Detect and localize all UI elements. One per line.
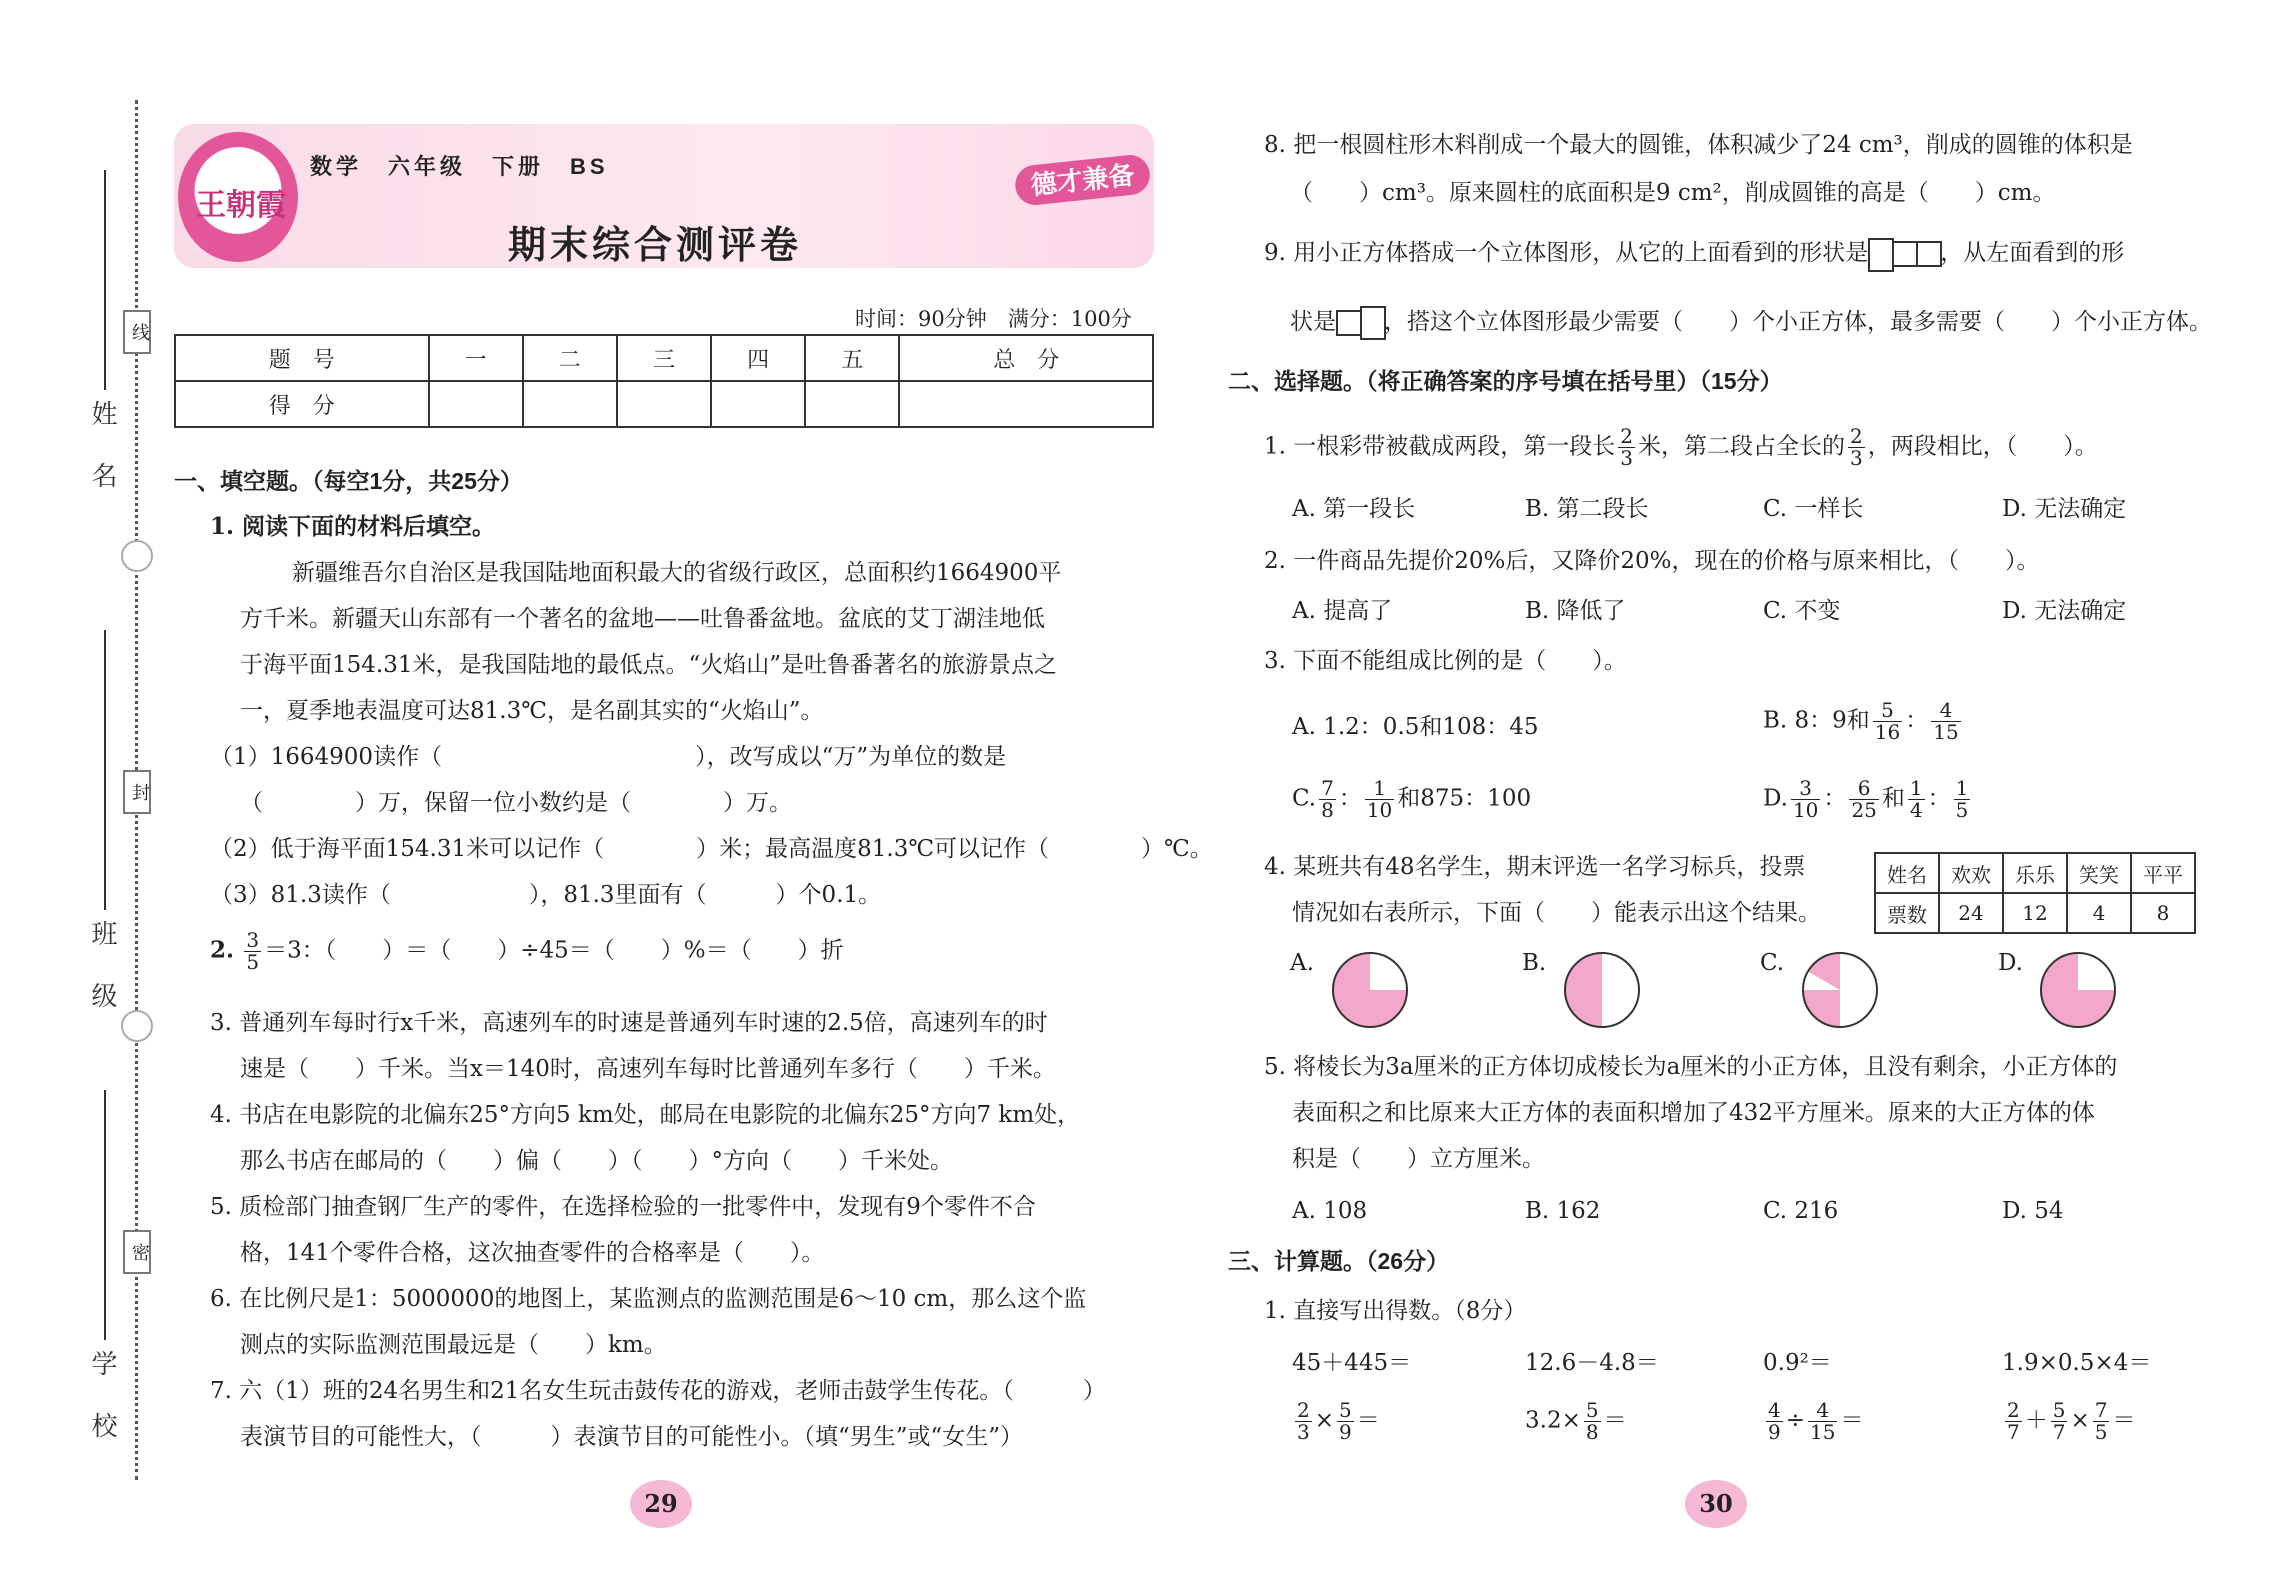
equals: ＝ bbox=[1840, 1407, 1864, 1434]
denominator: 9 bbox=[1339, 1420, 1352, 1444]
section-3-title: 三、计算题。（26分） bbox=[1228, 1248, 1450, 1274]
choice-option[interactable] bbox=[1763, 778, 1973, 821]
pie-chart-b[interactable] bbox=[1564, 952, 1640, 1028]
question-9-text: ，从左面看到的形 bbox=[1940, 240, 2125, 266]
pie-option-label[interactable]: A. bbox=[1290, 950, 1314, 976]
score-cell: 得 分 bbox=[175, 381, 429, 427]
choice-2: 2. 一件商品先提价20%后，又降价20%，现在的价格与原来相比，（ ）。 bbox=[1264, 548, 2040, 574]
fraction bbox=[1954, 778, 1971, 821]
option-text: ： bbox=[1927, 785, 1951, 812]
denominator: 4 bbox=[1909, 798, 1923, 822]
choice-5: 5. 将棱长为3a厘米的正方体切成棱长为a厘米的小正方体，且没有剩余，小正方体的 bbox=[1264, 1054, 2118, 1080]
calc-item bbox=[1763, 1400, 1863, 1443]
choice-option[interactable]: B. 降低了 bbox=[1525, 598, 1626, 624]
score-cell: 五 bbox=[805, 335, 899, 381]
calc-item bbox=[1525, 1400, 1627, 1443]
denominator: 5 bbox=[246, 950, 260, 974]
fraction bbox=[2005, 1400, 2022, 1443]
option-text: 和875：100 bbox=[1397, 785, 1532, 812]
choice-4: 4. 某班共有48名学生，期末评选一名学习标兵，投票 bbox=[1264, 854, 1806, 880]
question-2-number: 2. bbox=[210, 936, 235, 964]
top-view-shape bbox=[1868, 240, 1940, 266]
score-input-cell[interactable] bbox=[805, 381, 899, 427]
vote-cell: 欢欢 bbox=[1939, 853, 2003, 893]
pie-chart-c[interactable] bbox=[1802, 952, 1878, 1028]
brand-logo-text: 王朝霞 bbox=[196, 189, 286, 222]
denominator: 16 bbox=[1874, 720, 1901, 744]
denominator: 9 bbox=[1768, 1420, 1781, 1444]
fraction bbox=[1908, 778, 1925, 821]
operator: × bbox=[2070, 1407, 2090, 1434]
denominator: 5 bbox=[2094, 1420, 2108, 1444]
calc-item: 12.6－4.8＝ bbox=[1525, 1350, 1659, 1376]
choice-1-text: 米，第二段占全长的 bbox=[1638, 433, 1845, 460]
view-square bbox=[1336, 310, 1362, 336]
question-4: 4. 书店在电影院的北偏东25°方向5 km处，邮局在电影院的北偏东25°方向7 km处， bbox=[210, 1102, 1081, 1128]
pie-option-label[interactable]: B. bbox=[1522, 950, 1547, 976]
question-6: 6. 在比例尺是1：5000000的地图上，某监测点的监测范围是6～10 cm，那么这个监 bbox=[210, 1286, 1087, 1312]
operator: ÷ bbox=[1785, 1407, 1806, 1434]
denominator: 25 bbox=[1851, 798, 1877, 822]
option-text: B. 8：9和 bbox=[1763, 707, 1870, 734]
time-info: 时间：90分钟 满分：100分 bbox=[855, 307, 1132, 331]
fraction bbox=[1337, 1400, 1354, 1443]
vote-cell: 24 bbox=[1939, 893, 2003, 933]
fraction bbox=[1849, 778, 1878, 821]
question-9-text: 9. 用小正方体搭成一个立体图形，从它的上面看到的形状是 bbox=[1264, 240, 1869, 266]
calc-text: 3.2× bbox=[1525, 1407, 1581, 1434]
name-blank bbox=[104, 170, 106, 390]
score-input-cell[interactable] bbox=[429, 381, 523, 427]
vote-cell: 票数 bbox=[1875, 893, 1939, 933]
vote-cell: 平平 bbox=[2131, 853, 2195, 893]
option-text: ： bbox=[1905, 707, 1929, 734]
score-table-score-row bbox=[175, 381, 1153, 427]
passage-line: 方千米。新疆天山东部有一个著名的盆地——吐鲁番盆地。盆底的艾丁湖洼地低 bbox=[240, 606, 1045, 632]
vote-cell: 笑笑 bbox=[2067, 853, 2131, 893]
numerator: 4 bbox=[1768, 1398, 1781, 1422]
option-text: ： bbox=[1338, 785, 1362, 812]
operator: ＋ bbox=[2024, 1407, 2048, 1434]
numerator: 4 bbox=[1808, 1400, 1837, 1422]
subject-info: 数学 六年级 下册 BS bbox=[310, 154, 609, 179]
question-9 bbox=[1264, 238, 2124, 272]
denominator: 10 bbox=[1366, 798, 1393, 822]
question-9-cont bbox=[1290, 306, 2212, 340]
vote-cell: 12 bbox=[2003, 893, 2067, 933]
vote-cell: 8 bbox=[2131, 893, 2195, 933]
motto-badge: 德才兼备 bbox=[1013, 153, 1151, 207]
numerator: 2 bbox=[1297, 1398, 1310, 1422]
school-blank bbox=[104, 1090, 106, 1340]
denominator: 15 bbox=[1810, 1420, 1836, 1444]
choice-option[interactable]: A. 1.2：0.5和108：45 bbox=[1292, 714, 1539, 740]
denominator: 15 bbox=[1933, 720, 1959, 744]
fraction bbox=[1873, 700, 1902, 743]
choice-1-text: ，两段相比，（ ）。 bbox=[1867, 433, 2098, 460]
denominator: 3 bbox=[1850, 446, 1863, 470]
calc-item bbox=[1292, 1400, 1380, 1443]
numerator: 2 bbox=[1850, 424, 1863, 448]
numerator: 4 bbox=[1931, 700, 1960, 722]
denominator: 10 bbox=[1792, 798, 1819, 822]
score-cell: 四 bbox=[711, 335, 805, 381]
left-view-shape bbox=[1336, 309, 1384, 335]
choice-4-cont: 情况如右表所示，下面（ ）能表示出这个结果。 bbox=[1292, 900, 1821, 926]
choice-option[interactable]: D. 无法确定 bbox=[2002, 496, 2127, 522]
binding-mark-line: 线 bbox=[123, 310, 151, 354]
choice-option[interactable]: B. 第二段长 bbox=[1525, 496, 1649, 522]
section-2-title: 二、选择题。（将正确答案的序号填在括号里）（15分） bbox=[1228, 368, 1783, 394]
view-square bbox=[1360, 306, 1386, 340]
binding-hole-icon bbox=[121, 1010, 153, 1042]
equals: ＝ bbox=[1603, 1407, 1627, 1434]
choice-1-text: 1. 一根彩带被截成两段，第一段长 bbox=[1264, 433, 1616, 460]
numerator: 2 bbox=[1620, 424, 1633, 448]
pie-chart-d[interactable] bbox=[2040, 952, 2116, 1028]
section-1-title: 一、填空题。（每空1分，共25分） bbox=[174, 468, 523, 494]
fraction bbox=[2093, 1400, 2110, 1443]
fraction bbox=[1618, 426, 1635, 469]
sub-question-1: （1）1664900读作（ ），改写成以“万”为单位的数是 bbox=[210, 744, 1007, 770]
view-square bbox=[1892, 241, 1918, 267]
vote-cell: 4 bbox=[2067, 893, 2131, 933]
numerator: 5 bbox=[1339, 1398, 1352, 1422]
denominator: 8 bbox=[1321, 798, 1334, 822]
vote-header-row bbox=[1875, 853, 2195, 893]
numerator: 6 bbox=[1849, 778, 1878, 800]
fraction bbox=[1848, 426, 1865, 469]
numerator: 7 bbox=[1321, 776, 1334, 800]
denominator: 3 bbox=[1620, 446, 1633, 470]
option-text: 和 bbox=[1881, 785, 1905, 812]
page-title: 期末综合测评卷 bbox=[508, 225, 803, 267]
score-cell: 三 bbox=[617, 335, 711, 381]
view-square bbox=[1916, 241, 1942, 267]
fraction bbox=[1365, 778, 1394, 821]
question-7: 7. 六（1）班的24名男生和21名女生玩击鼓传花的游戏，老师击鼓学生传花。（ ） bbox=[210, 1378, 1106, 1404]
numerator: 7 bbox=[2094, 1398, 2108, 1422]
fraction bbox=[2051, 1400, 2068, 1443]
fraction bbox=[1766, 1400, 1783, 1443]
score-input-cell[interactable] bbox=[523, 381, 617, 427]
option-text: D. bbox=[1763, 785, 1788, 812]
fraction bbox=[1319, 778, 1336, 821]
pie-option-label[interactable]: D. bbox=[1998, 950, 2023, 976]
calc-item bbox=[2002, 1400, 2135, 1443]
view-square bbox=[1868, 238, 1894, 272]
option-text: C. bbox=[1292, 785, 1317, 812]
class-label: 班 级 bbox=[87, 920, 117, 1023]
question-9-text: 状是 bbox=[1290, 309, 1336, 335]
numerator: 2 bbox=[2007, 1398, 2020, 1422]
passage-line: 新疆维吾尔自治区是我国陆地面积最大的省级行政区，总面积约1664900平 bbox=[292, 560, 1062, 586]
score-input-cell[interactable] bbox=[711, 381, 805, 427]
page-number-left: 29 bbox=[630, 1480, 692, 1528]
numerator: 1 bbox=[1365, 778, 1394, 800]
pie-chart-a[interactable] bbox=[1332, 952, 1408, 1028]
passage-line: 于海平面154.31米，是我国陆地的最低点。“火焰山”是吐鲁番著名的旅游景点之 bbox=[240, 652, 1057, 678]
score-cell: 一 bbox=[429, 335, 523, 381]
binding-mark-tight: 密 bbox=[123, 1230, 151, 1274]
option-text: ： bbox=[1823, 785, 1847, 812]
numerator: 3 bbox=[246, 928, 260, 952]
numerator: 5 bbox=[1873, 700, 1902, 722]
fraction bbox=[244, 930, 261, 973]
choice-option[interactable]: B. 162 bbox=[1525, 1198, 1601, 1224]
score-input-cell[interactable] bbox=[617, 381, 711, 427]
name-label: 姓 名 bbox=[87, 400, 117, 503]
score-cell: 题 号 bbox=[175, 335, 429, 381]
score-cell: 总 分 bbox=[899, 335, 1153, 381]
denominator: 5 bbox=[1955, 798, 1969, 822]
choice-option[interactable] bbox=[1292, 778, 1531, 821]
choice-option[interactable]: C. 一样长 bbox=[1763, 496, 1864, 522]
question-3: 3. 普通列车每时行x千米，高速列车的时速是普通列车时速的2.5倍，高速列车的时 bbox=[210, 1010, 1048, 1036]
fraction bbox=[1295, 1400, 1312, 1443]
denominator: 3 bbox=[1297, 1420, 1310, 1444]
choice-5-cont: 表面积之和比原来大正方体的表面积增加了432平方厘米。原来的大正方体的体 bbox=[1292, 1100, 2095, 1126]
vote-cell: 乐乐 bbox=[2003, 853, 2067, 893]
fraction bbox=[1584, 1400, 1601, 1443]
calc-1: 1. 直接写出得数。（8分） bbox=[1264, 1298, 1527, 1324]
equals: ＝ bbox=[2112, 1407, 2136, 1434]
numerator: 1 bbox=[1909, 776, 1923, 800]
choice-option[interactable]: D. 54 bbox=[2002, 1198, 2064, 1224]
pie-option-label[interactable]: C. bbox=[1760, 950, 1785, 976]
numerator: 5 bbox=[2052, 1398, 2066, 1422]
question-8-cont: （ ）cm³。原来圆柱的底面积是9 cm²，削成圆锥的高是（ ）cm。 bbox=[1290, 180, 2056, 206]
vote-count-row bbox=[1875, 893, 2195, 933]
question-8: 8. 把一根圆柱形木料削成一个最大的圆锥，体积减少了24 cm³，削成的圆锥的体积是 bbox=[1264, 132, 2133, 158]
denominator: 7 bbox=[2007, 1420, 2020, 1444]
question-7-cont: 表演节目的可能性大，（ ）表演节目的可能性小。（填“男生”或“女生”） bbox=[240, 1424, 1024, 1450]
question-2 bbox=[210, 930, 844, 973]
binding-mark-seal: 封 bbox=[123, 770, 151, 814]
fraction bbox=[1931, 700, 1960, 743]
question-9-text: ，搭这个立体图形最少需要（ ）个小正方体，最多需要（ ）个小正方体。 bbox=[1384, 309, 2212, 335]
question-1: 1. 阅读下面的材料后填空。 bbox=[210, 513, 496, 540]
page-number-right: 30 bbox=[1685, 1480, 1747, 1528]
vote-table bbox=[1874, 852, 2196, 934]
score-table-header-row bbox=[175, 335, 1153, 381]
choice-option[interactable]: A. 提高了 bbox=[1292, 598, 1393, 624]
choice-option[interactable]: C. 不变 bbox=[1763, 598, 1841, 624]
class-blank bbox=[104, 630, 106, 910]
choice-5-cont: 积是（ ）立方厘米。 bbox=[1292, 1146, 1545, 1172]
numerator: 3 bbox=[1791, 778, 1820, 800]
score-input-cell[interactable] bbox=[899, 381, 1153, 427]
calc-item: 1.9×0.5×4＝ bbox=[2002, 1350, 2152, 1376]
denominator: 7 bbox=[2052, 1420, 2066, 1444]
calc-item: 45＋445＝ bbox=[1292, 1350, 1412, 1376]
choice-3: 3. 下面不能组成比例的是（ ）。 bbox=[1264, 648, 1627, 674]
question-6-cont: 测点的实际监测范围最远是（ ）km。 bbox=[240, 1332, 667, 1358]
vote-cell: 姓名 bbox=[1875, 853, 1939, 893]
numerator: 1 bbox=[1955, 776, 1969, 800]
question-4-cont: 那么书店在邮局的（ ）偏（ ）（ ）°方向（ ）千米处。 bbox=[240, 1148, 953, 1174]
choice-option[interactable]: C. 216 bbox=[1763, 1198, 1839, 1224]
sub-question-1-cont: （ ）万，保留一位小数约是（ ）万。 bbox=[240, 790, 792, 816]
fraction bbox=[1791, 778, 1820, 821]
score-table bbox=[174, 334, 1154, 428]
question-3-cont: 速是（ ）千米。当x＝140时，高速列车每时比普通列车多行（ ）千米。 bbox=[240, 1056, 1056, 1082]
question-5-cont: 格，141个零件合格，这次抽查零件的合格率是（ ）。 bbox=[240, 1240, 825, 1266]
question-2-text: ＝3：（ ）＝（ ）÷45＝（ ）%＝（ ）折 bbox=[264, 937, 844, 964]
choice-1 bbox=[1264, 426, 2098, 469]
denominator: 8 bbox=[1585, 1420, 1599, 1444]
fraction bbox=[1808, 1400, 1837, 1443]
calc-item: 0.9²＝ bbox=[1763, 1350, 1832, 1376]
score-cell: 二 bbox=[523, 335, 617, 381]
operator: × bbox=[1314, 1407, 1335, 1434]
passage-line: 一，夏季地表温度可达81.3℃，是名副其实的“火焰山”。 bbox=[240, 698, 824, 724]
numerator: 5 bbox=[1585, 1398, 1599, 1422]
choice-option[interactable] bbox=[1763, 700, 1964, 743]
choice-option[interactable]: A. 108 bbox=[1292, 1198, 1368, 1224]
school-label: 学 校 bbox=[87, 1350, 117, 1453]
sub-question-3: （3）81.3读作（ ），81.3里面有（ ）个0.1。 bbox=[210, 882, 882, 908]
sub-question-2: （2）低于海平面154.31米可以记作（ ）米；最高温度81.3℃可以记作（ ）℃。 bbox=[210, 836, 1213, 862]
choice-option[interactable]: A. 第一段长 bbox=[1292, 496, 1416, 522]
question-5: 5. 质检部门抽查钢厂生产的零件，在选择检验的一批零件中，发现有9个零件不合 bbox=[210, 1194, 1036, 1220]
equals: ＝ bbox=[1356, 1407, 1380, 1434]
choice-option[interactable]: D. 无法确定 bbox=[2002, 598, 2127, 624]
binding-hole-icon bbox=[121, 540, 153, 572]
